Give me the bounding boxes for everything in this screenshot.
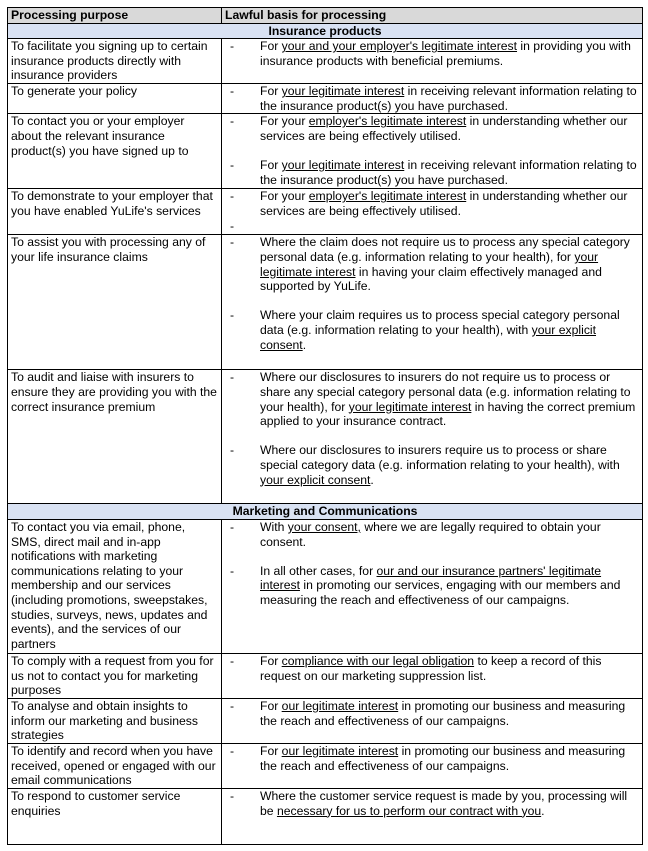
basis-cell [222,39,643,84]
table-row [8,235,643,370]
lawful-basis-term: employer's legitimate interest [308,114,467,129]
bullet-dash: - [230,235,235,250]
processing-table [7,7,643,845]
lawful-basis-term: your legitimate interest [281,84,405,99]
bullet-dash: - [230,519,235,534]
purpose-cell: To facilitate you signing up to certain insurance products directly with insurance providers [8,39,222,84]
lawful-basis-term: employer's legitimate interest [308,189,467,204]
basis-cell [222,189,643,235]
lawful-basis-term: your explicit consent [260,472,371,487]
purpose-cell: To identify and record when you have received, opened or engaged with our email communications [8,743,222,788]
table-row [8,84,643,114]
bullet-dash: - [230,308,235,323]
bullet-dash: - [230,443,235,458]
bullet-dash: - [230,653,235,668]
basis-bullet: - Where our disclosures to insurers require us to process or share special category data (e.g. information relating to your health), with your explicit consent. [226,443,639,487]
basis-bullet: - For your legitimate interest in receiving relevant information relating to the insurance product(s) you have purchased. [226,158,639,187]
basis-bullet: - For our legitimate interest in promoting our business and measuring the reach and effectiveness of our campaigns. [226,699,639,728]
basis-bullet: - In all other cases, for our and our insurance partners' legitimate interest in promoting our services, engaging with our members and measuring the reach and effectiveness of our campaigns. [226,564,639,608]
table-row [8,39,643,84]
table-row [8,189,643,235]
table-row [8,114,643,189]
lawful-basis-term: your consent, [287,519,361,534]
basis-bullet: - For compliance with our legal obligation to keep a record of this request on our marketing suppression list. [226,654,639,683]
empty-bullet [226,219,639,234]
purpose-cell: To demonstrate to your employer that you have enabled YuLife's services [8,189,222,235]
purpose-cell: To respond to customer service enquiries [8,788,222,844]
basis-bullet: - For your employer's legitimate interest in understanding whether our services are being effectively utilised. [226,189,639,218]
basis-cell [222,84,643,114]
section-row [8,23,643,39]
bullet-dash: - [230,189,235,204]
lawful-basis-term: your legitimate interest [348,399,472,414]
lawful-basis-term: our legitimate interest [281,743,399,758]
section-insurance-products: Insurance products [8,23,643,39]
lawful-basis-term: compliance with our legal obligation [281,653,475,668]
basis-cell [222,235,643,370]
bullet-dash: - [230,84,235,99]
basis-cell [222,698,643,743]
header-lawful-basis: Lawful basis for processing [222,8,643,24]
table-row [8,370,643,504]
lawful-basis-term: our and our insurance partners' legitimate interest [260,563,602,593]
basis-cell [222,788,643,844]
purpose-cell: To comply with a request from you for us not to contact you for marketing purposes [8,653,222,698]
purpose-cell: To contact you or your employer about the relevant insurance product(s) you have signed up to [8,114,222,189]
basis-bullet: - Where the claim does not require us to process any special category personal data (e.g. information relating to your health), for your legitimate interest in having your claim effectively managed and supported by YuLife. [226,235,639,293]
basis-bullet: - Where our disclosures to insurers do not require us to process or share any special category personal data (e.g. information relating to your health), for your legitimate interest in having the correct premium applied to your insurance contract. [226,370,639,428]
table-header-row [8,8,643,24]
table-row [8,698,643,743]
bullet-dash: - [230,788,235,803]
purpose-cell: To analyse and obtain insights to inform our marketing and business strategies [8,698,222,743]
basis-cell [222,114,643,189]
bullet-dash: - [230,114,235,129]
bullet-dash: - [230,39,235,54]
purpose-cell: To contact you via email, phone, SMS, direct mail and in-app notifications with marketing communications relating to your membership and our services (including promotions, sweepstakes, studies, surveys, news, updates and events), and the services of our partners [8,519,222,653]
purpose-cell: To assist you with processing any of your life insurance claims [8,235,222,370]
table-row [8,653,643,698]
basis-bullet: - Where your claim requires us to process special category personal data (e.g. information relating to your health), with your explicit consent. [226,308,639,352]
basis-bullet: - Where the customer service request is made by you, processing will be necessary for us to perform our contract with you. [226,789,639,818]
bullet-dash: - [230,158,235,173]
basis-cell [222,743,643,788]
basis-cell [222,370,643,504]
bullet-dash: - [230,743,235,758]
bullet-dash: - [230,370,235,385]
table-row [8,788,643,844]
basis-cell [222,653,643,698]
bullet-dash: - [230,218,235,233]
lawful-basis-term: our legitimate interest [281,698,399,713]
basis-bullet: - For our legitimate interest in promoting our business and measuring the reach and effectiveness of our campaigns. [226,744,639,773]
bullet-dash: - [230,563,235,578]
basis-cell [222,519,643,653]
purpose-cell: To audit and liaise with insurers to ensure they are providing you with the correct insurance premium [8,370,222,504]
lawful-basis-term: your and your employer's legitimate interest [281,39,518,54]
bullet-dash: - [230,698,235,713]
basis-bullet: - For your and your employer's legitimate interest in providing you with insurance products with beneficial premiums. [226,39,639,68]
header-processing-purpose: Processing purpose [8,8,222,24]
table-row [8,519,643,653]
lawful-basis-term: your legitimate interest [281,158,405,173]
table-row [8,743,643,788]
section-marketing-communications: Marketing and Communications [8,504,643,520]
lawful-basis-term: your explicit consent [260,322,597,352]
purpose-cell: To generate your policy [8,84,222,114]
section-row [8,504,643,520]
basis-bullet: - With your consent, where we are legally required to obtain your consent. [226,520,639,549]
basis-bullet: - For your employer's legitimate interest in understanding whether our services are being effectively utilised. [226,114,639,143]
lawful-basis-term: your legitimate interest [260,249,599,279]
basis-bullet: - For your legitimate interest in receiving relevant information relating to the insurance product(s) you have purchased. [226,84,639,113]
lawful-basis-term: necessary for us to perform our contract with you [276,803,542,818]
